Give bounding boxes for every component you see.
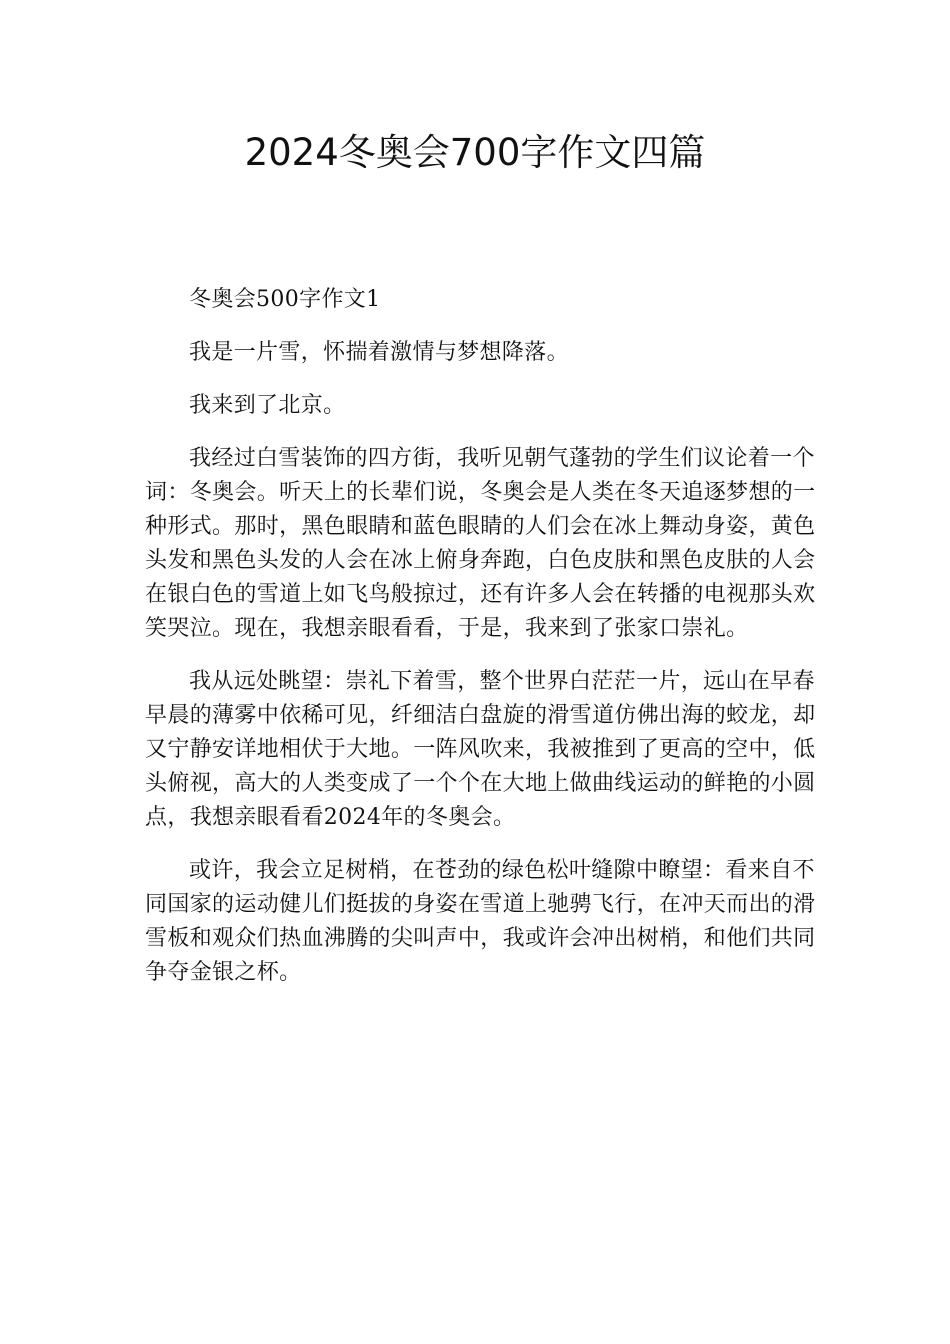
paragraph: 我来到了北京。 bbox=[189, 393, 346, 418]
document-title: 2024冬奥会700字作文四篇 bbox=[244, 131, 706, 174]
paragraph: 或许，我会立足树梢，在苍劲的绿色松叶缝隙中瞭望：看来自不同国家的运动健儿们挺拔的身姿在雪道上驰骋飞行，在冲天而出的滑雪板和观众们热血沸腾的尖叫声中，我或许会冲出树梢，和他们共同争夺金银之杯。 bbox=[145, 858, 816, 985]
essay-subtitle: 冬奥会500字作文1 bbox=[189, 287, 381, 312]
document-body bbox=[145, 283, 835, 1009]
paragraph: 我经过白雪装饰的四方街，我听见朝气蓬勃的学生们议论着一个词：冬奥会。听天上的长辈们说，冬奥会是人类在冬天追逐梦想的一种形式。那时，黑色眼睛和蓝色眼睛的人们会在冰上舞动身姿，黄色头发和黑色头发的人会在冰上俯身奔跑，白色皮肤和黑色皮肤的人会在银白色的雪道上如飞鸟般掠过，还有许多人会在转播的电视那头欢笑哭泣。现在，我想亲眼看看，于是，我来到了张家口崇礼。 bbox=[145, 446, 816, 641]
paragraph: 我是一片雪，怀揣着激情与梦想降落。 bbox=[189, 340, 569, 365]
paragraph: 我从远处眺望：崇礼下着雪，整个世界白茫茫一片，远山在早春早晨的薄雾中依稀可见，纤细洁白盘旋的滑雪道仿佛出海的蛟龙，却又宁静安详地相伏于大地。一阵风吹来，我被推到了更高的空中，低头俯视，高大的人类变成了一个个在大地上做曲线运动的鲜艳的小圆点，我想亲眼看看2024年的冬奥会。 bbox=[145, 669, 816, 830]
